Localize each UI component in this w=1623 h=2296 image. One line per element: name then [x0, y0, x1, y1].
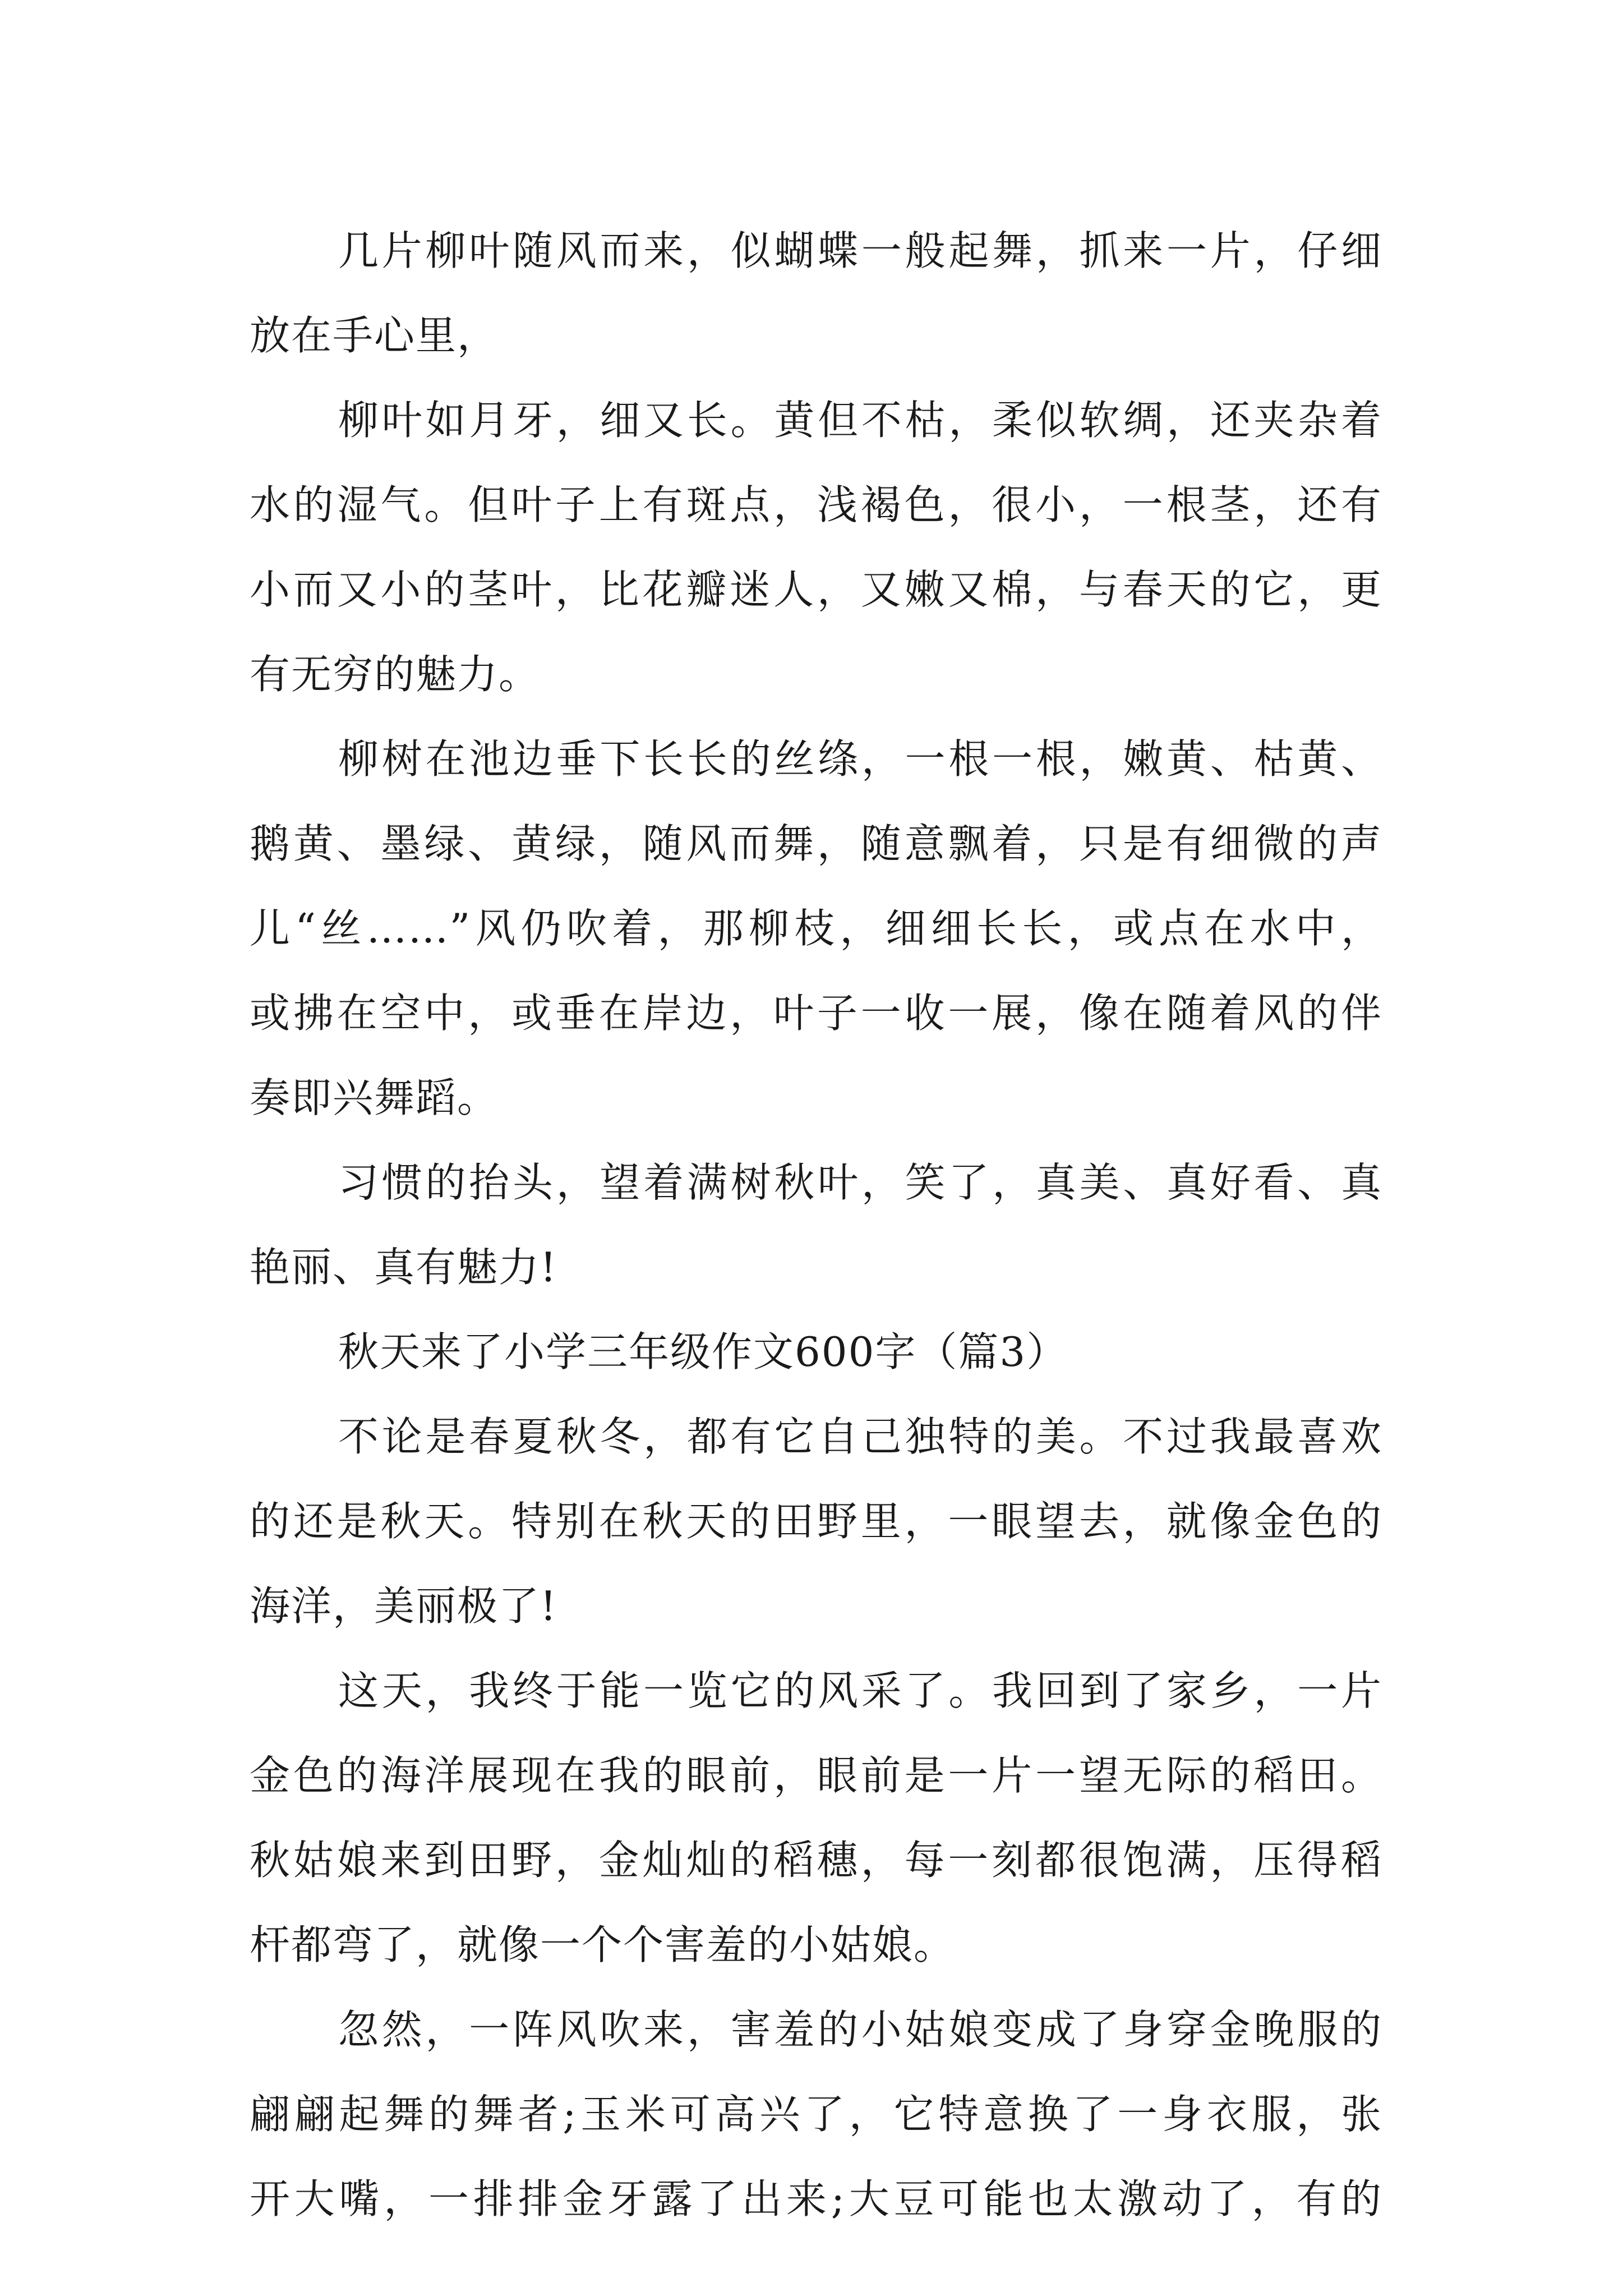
paragraph-willow-leaves-dancing — [250, 209, 1382, 378]
section-heading: 秋天来了小学三年级作文600字（篇3） — [338, 1328, 1068, 1375]
text-line: 奏即兴舞蹈。 — [250, 1074, 499, 1121]
text-line: 翩翩起舞的舞者;玉米可高兴了，它特意换了一身衣服，张 — [250, 2091, 1382, 2138]
text-line: 忽然，一阵风吹来，害羞的小姑娘变成了身穿金晚服的 — [338, 2006, 1382, 2053]
text-line: 柳树在池边垂下长长的丝绦，一根一根，嫩黄、枯黄、 — [338, 735, 1382, 783]
text-line: 金色的海洋展现在我的眼前，眼前是一片一望无际的稻田。 — [250, 1752, 1382, 1799]
text-line: 小而又小的茎叶，比花瓣迷人，又嫩又棉，与春天的它，更 — [250, 566, 1382, 613]
text-line: 习惯的抬头，望着满树秋叶，笑了，真美、真好看、真 — [338, 1159, 1382, 1206]
text-line: 放在手心里， — [250, 312, 499, 359]
paragraph-looking-up — [250, 1140, 1382, 1310]
paragraph-willow-leaf-description — [250, 378, 1382, 717]
text-line: 海洋，美丽极了! — [250, 1582, 557, 1630]
paragraph-autumn-favorite — [250, 1395, 1382, 1649]
text-line: 水的湿气。但叶子上有斑点，浅褐色，很小，一根茎，还有 — [250, 481, 1382, 528]
text-line: 艳丽、真有魅力! — [250, 1244, 557, 1291]
text-line: 儿“丝……”风仍吹着，那柳枝，细细长长，或点在水中， — [250, 905, 1382, 952]
text-line: 不论是春夏秋冬，都有它自己独特的美。不过我最喜欢 — [338, 1413, 1382, 1460]
document-body — [250, 209, 1382, 2242]
text-line: 有无穷的魅力。 — [250, 651, 541, 698]
text-line: 这天，我终于能一览它的风采了。我回到了家乡，一片 — [338, 1667, 1382, 1714]
text-line: 杆都弯了，就像一个个害羞的小姑娘。 — [250, 1921, 956, 1968]
paragraph-willow-by-pond — [250, 717, 1382, 1140]
text-line: 开大嘴，一排排金牙露了出来;大豆可能也太激动了，有的 — [250, 2175, 1382, 2223]
text-line: 秋姑娘来到田野，金灿灿的稻穗，每一刻都很饱满，压得稻 — [250, 1837, 1382, 1884]
text-line: 几片柳叶随风而来，似蝴蝶一般起舞，抓来一片，仔细 — [338, 227, 1382, 274]
text-line: 或拂在空中，或垂在岸边，叶子一收一展，像在随着风的伴 — [250, 990, 1382, 1037]
text-line: 柳叶如月牙，细又长。黄但不枯，柔似软绸，还夹杂着 — [338, 397, 1382, 444]
paragraph-golden-ocean — [250, 1649, 1382, 1987]
text-line: 的还是秋天。特别在秋天的田野里，一眼望去，就像金色的 — [250, 1498, 1382, 1545]
paragraph-wind-dance — [250, 1987, 1382, 2242]
text-line: 鹅黄、墨绿、黄绿，随风而舞，随意飘着，只是有细微的声 — [250, 820, 1382, 867]
